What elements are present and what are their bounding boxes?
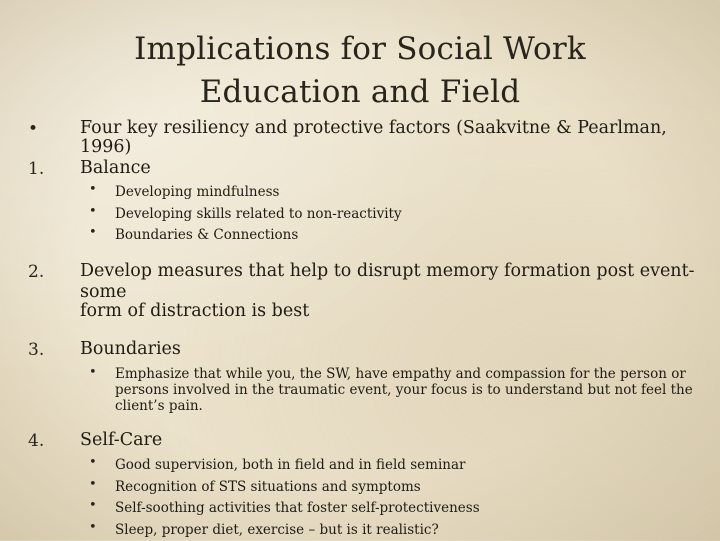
item-number: 2.: [28, 262, 68, 282]
sub-bullet-marker: •: [89, 520, 97, 535]
sub-bullet-marker: •: [89, 204, 97, 219]
balance-subpoints: [0, 182, 720, 247]
list-item: [0, 477, 720, 499]
sub-bullet-marker: •: [89, 477, 97, 492]
sub-bullet-marker: •: [89, 455, 97, 470]
detail-line: Emphasize that while you, the SW, have empathy and compassion for the person or: [115, 366, 695, 382]
list-item: [0, 455, 720, 477]
sub-bullet-marker: •: [89, 182, 97, 197]
list-item: [0, 498, 720, 520]
subpoint-text: Self-soothing activities that foster self-protectiveness: [115, 498, 480, 520]
bullet-marker: •: [28, 119, 68, 139]
detail-line: client’s pain.: [115, 398, 695, 414]
list-item: [0, 520, 720, 541]
sub-bullet-marker: •: [89, 365, 97, 380]
sub-bullet-marker: •: [89, 225, 97, 240]
slide-title: [0, 28, 720, 114]
item-number: 4.: [28, 431, 68, 451]
title-line: Implications for Social Work: [0, 28, 720, 71]
title-line: Education and Field: [0, 71, 720, 114]
detail-line: persons involved in the traumatic event, your focus is to understand but not feel the: [115, 382, 695, 398]
subpoint-text: Developing mindfulness: [115, 182, 279, 204]
item-heading-line: form of distraction is best: [80, 302, 700, 321]
subpoint-text: Developing skills related to non-reactivity: [115, 204, 402, 226]
self-care-subpoints: [0, 455, 720, 541]
item-heading: Balance: [80, 159, 700, 178]
item-number: 1.: [28, 159, 68, 179]
item-heading-line: Develop measures that help to disrupt memory formation post event-: [80, 262, 700, 281]
item-heading: Boundaries: [80, 340, 700, 359]
item-heading-line: some: [80, 283, 700, 302]
list-item: [0, 182, 720, 204]
subpoint-text: Sleep, proper diet, exercise – but is it realistic?: [115, 520, 439, 541]
item-number: 3.: [28, 340, 68, 360]
subpoint-text: Boundaries & Connections: [115, 225, 298, 247]
item-heading: Self-Care: [80, 431, 700, 450]
sub-bullet-marker: •: [89, 498, 97, 513]
list-item: [0, 204, 720, 226]
list-item: [0, 225, 720, 247]
subpoint-text: Good supervision, both in field and in field seminar: [115, 455, 465, 477]
subpoint-text: Recognition of STS situations and symptoms: [115, 477, 421, 499]
intro-text: Four key resiliency and protective factors (Saakvitne & Pearlman, 1996): [80, 119, 700, 157]
